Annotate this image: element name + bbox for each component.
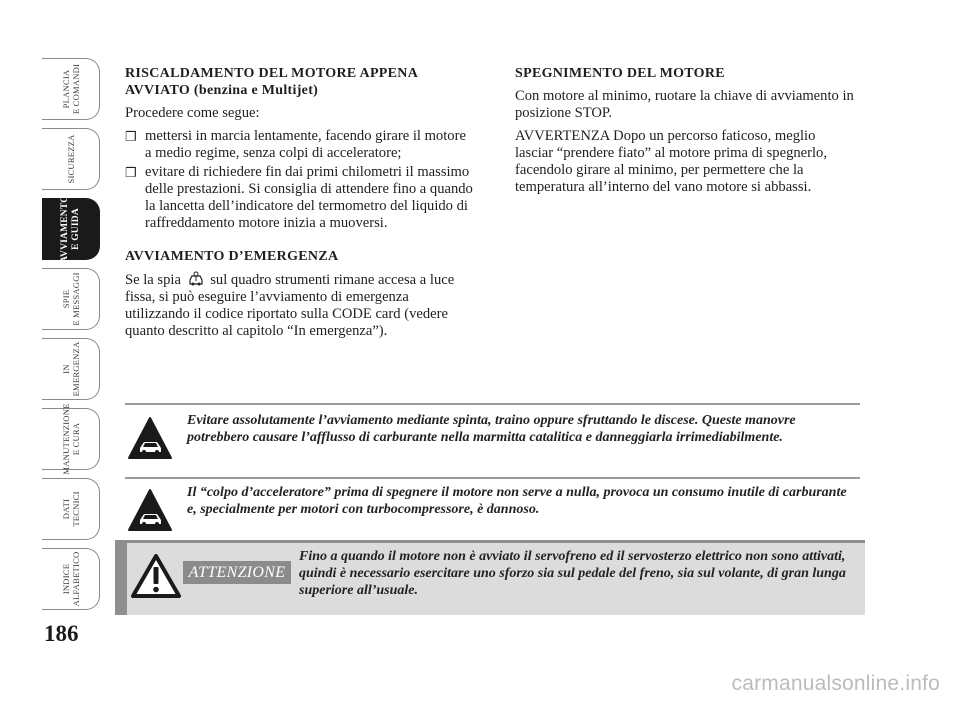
car-warning-triangle-icon	[127, 416, 173, 460]
section-heading-emergency-start: AVVIAMENTO D’EMERGENZA	[125, 249, 339, 264]
tab-dati-tecnici[interactable]	[42, 478, 100, 540]
tab-label: MANUTENZIONE E CURA	[60, 403, 81, 475]
emergency-text-start: Se la spia	[125, 272, 181, 288]
tab-label: DATI TECNICI	[60, 491, 81, 527]
exclamation-triangle-icon	[131, 554, 181, 598]
list-item-text: mettersi in marcia lentamente, facendo girare il motore a medio regime, senza colpi di acceleratore;	[145, 128, 466, 161]
section-heading-engine-off: SPEGNIMENTO DEL MOTORE	[515, 66, 725, 81]
tab-label: SPIE E MESSAGGI	[60, 272, 81, 326]
watermark: carmanualsonline.info	[731, 672, 940, 695]
emergency-text-end: sul quadro strumenti rimane accesa a luce fissa, si può eseguire l’avviamento di emergenza utilizzando il codice riportato sulla CODE card (vedere quanto descritto al capitolo “In emergenza”).	[125, 272, 455, 339]
list-item	[125, 128, 475, 162]
right-column	[515, 65, 855, 202]
section-heading-warmup: RISCALDAMENTO DEL MOTORE APPENA AVVIATO (benzina e Multijet)	[125, 66, 418, 98]
list-item-text: evitare di richiedere fin dai primi chilometri il massimo delle prestazioni. Si consiglia di attendere fino a quando la lancetta dell’indicatore del termometro del liquido di raffreddamento motore inizia a muoversi.	[145, 164, 473, 231]
tab-label: IN EMERGENZA	[60, 341, 81, 397]
intro-text: Procedere come segue:	[125, 105, 260, 121]
warning-text: Evitare assolutamente l’avviamento mediante spinta, traino oppure sfruttando le discese. Queste manovre potrebbero causare l’afflusso di carburante nella marmitta catalitica e danneggiarla irrimediabilmente.	[187, 413, 796, 445]
emergency-start-text	[125, 271, 475, 340]
warning-text: Il “colpo d’acceleratore” prima di spegnere il motore non serve a nulla, provoca un consumo inutile di carburante e, specialmente per motori con turbocompressore, è dannoso.	[187, 485, 847, 517]
attention-side-bar	[115, 540, 127, 615]
attention-box	[115, 540, 865, 615]
tab-label: AVVIAMENTO E GUIDA	[59, 195, 81, 263]
tab-indice-alfabetico[interactable]	[42, 548, 100, 610]
left-column	[125, 65, 475, 346]
list-item	[125, 164, 475, 232]
attention-label: ATTENZIONE	[183, 561, 291, 584]
tab-manutenzione-e-cura[interactable]	[42, 403, 100, 475]
tab-avviamento-e-guida[interactable]	[42, 195, 100, 263]
checkbox-bullet-icon: ❒	[125, 129, 137, 144]
car-warning-triangle-icon	[127, 488, 173, 532]
tab-label: PLANCIA E COMANDI	[60, 63, 81, 115]
page-number: 186	[44, 621, 79, 646]
tab-in-emergenza[interactable]	[42, 338, 100, 400]
tab-plancia-e-comandi[interactable]	[42, 58, 100, 120]
attention-text: Fino a quando il motore non è avviato il servofreno ed il servosterzo elettrico non sono attivati, quindi è necessario esercitare uno sforzo sia sul pedale del freno, sia sul volante, di gran lunga superiore all’usuale.	[299, 549, 846, 598]
tab-sicurezza[interactable]	[42, 128, 100, 190]
attention-top-strip	[115, 540, 865, 543]
engine-off-text: Con motore al minimo, ruotare la chiave di avviamento in posizione STOP.	[515, 88, 854, 121]
divider	[125, 477, 860, 479]
warning-box	[125, 412, 860, 468]
engine-off-advice: AVVERTENZA Dopo un percorso faticoso, meglio lasciar “prendere fiato” al motore prima di spegnerlo, facendolo girare al minimo, per permettere che la temperatura all’interno del vano motore si abbassi.	[515, 128, 828, 195]
tab-label: SICUREZZA	[65, 134, 76, 184]
warning-box	[125, 484, 860, 534]
divider	[125, 403, 860, 405]
tab-spie-e-messaggi[interactable]	[42, 268, 100, 330]
immobilizer-warning-icon	[187, 271, 205, 287]
tab-label: INDICE ALFABETICO	[60, 551, 81, 607]
checkbox-bullet-icon: ❒	[125, 165, 137, 180]
